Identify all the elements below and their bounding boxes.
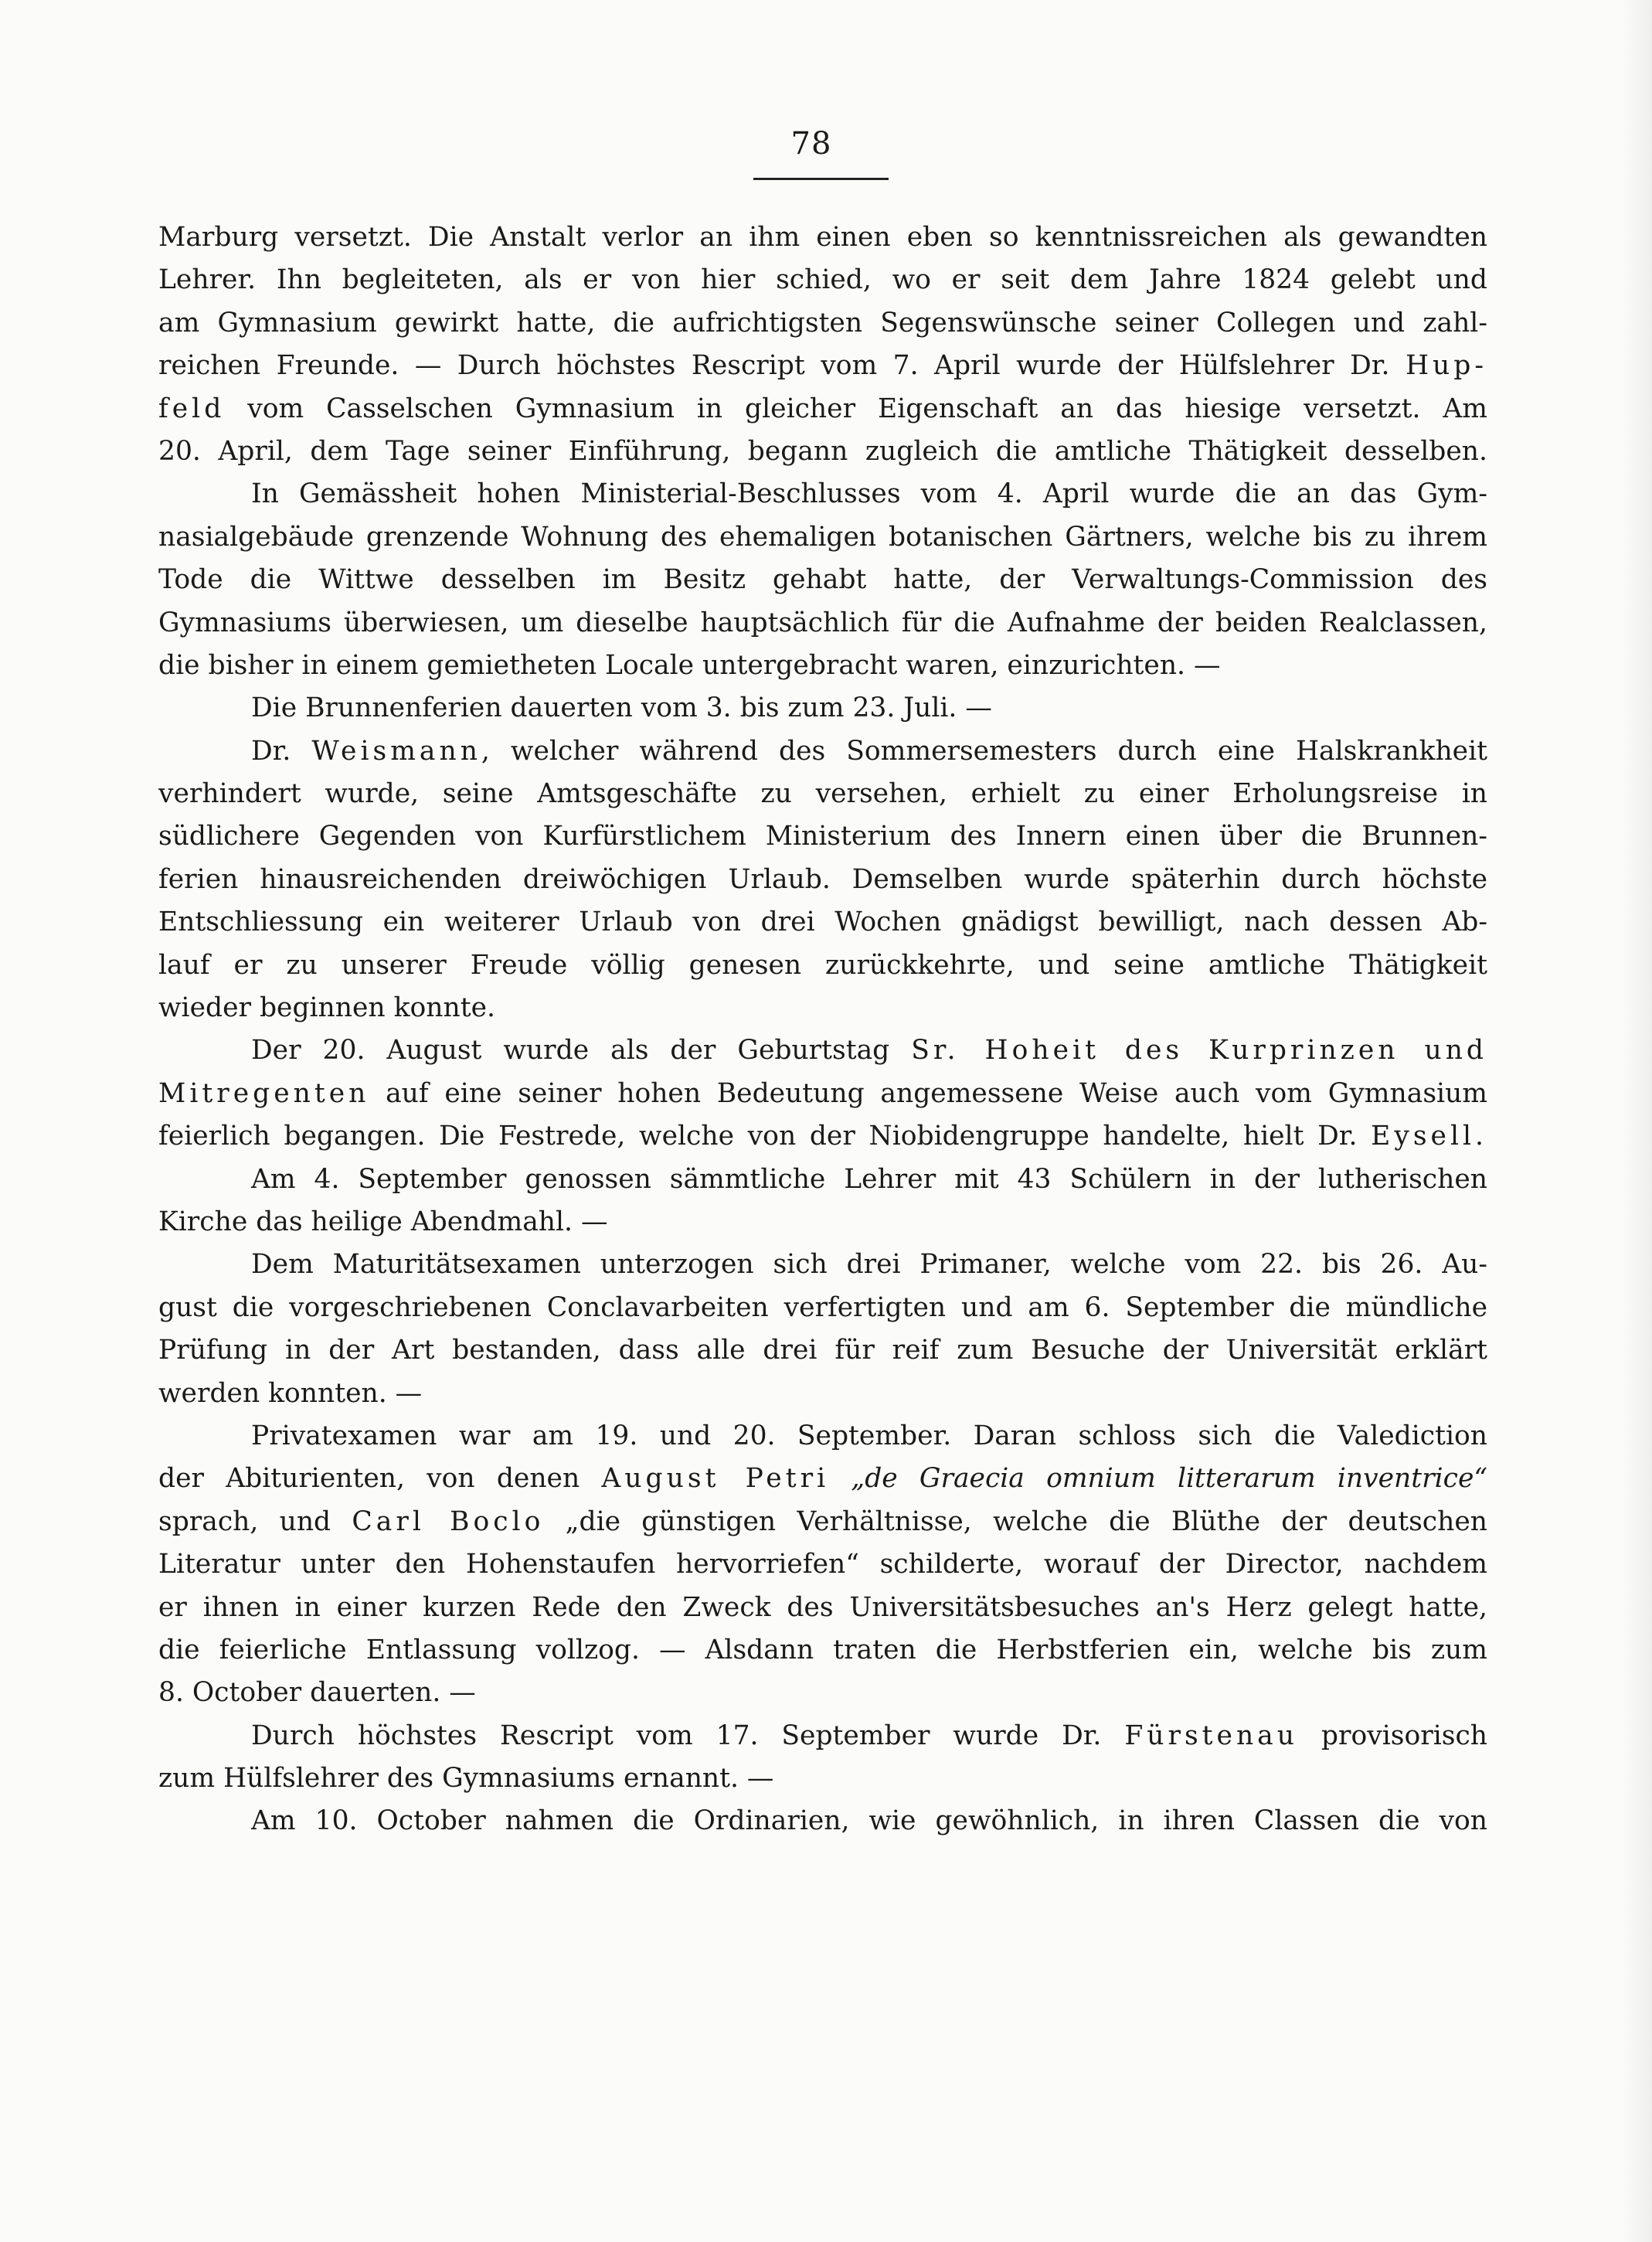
person-name-weismann: Weismann: [311, 735, 481, 767]
text-line: Am 10. October nahmen die Ordinarien, wie gewöhnlich, in ihren Classen die von: [251, 1805, 1487, 1837]
text-line: In Gemässheit hohen Ministerial-Beschlusses vom 4. April wurde die an das Gym-: [251, 478, 1487, 510]
text-line: 20. April, dem Tage seiner Einführung, begann zugleich die amtliche Thätigkeit desselben.: [158, 435, 1487, 467]
text-line: die feierliche Entlassung vollzog. — Alsdann traten die Herbstferien ein, welche bis zum: [158, 1634, 1487, 1665]
text-line: feld vom Casselschen Gymnasium in gleicher Eigenschaft an das hiesige versetzt. Am: [158, 393, 1487, 424]
text-line: gust die vorgeschriebenen Conclavarbeiten verfertigten und am 6. September die mündliche: [158, 1291, 1487, 1323]
text-line: Dr. Weismann, welcher während des Sommersemesters durch eine Halskrankheit: [251, 735, 1487, 767]
text-line: Die Brunnenferien dauerten vom 3. bis zum 23. Juli. —: [251, 692, 992, 724]
text-line: die bisher in einem gemietheten Locale untergebracht waren, einzurichten. —: [158, 649, 1221, 681]
text-line: reichen Freunde. — Durch höchstes Rescript vom 7. April wurde der Hülfslehrer Dr. Hup-: [158, 350, 1487, 382]
text-line: werden konnten. —: [158, 1377, 423, 1409]
text-line: Durch höchstes Rescript vom 17. September wurde Dr. Fürstenau provisorisch: [251, 1720, 1487, 1751]
person-name-eysell: Eysell.: [1371, 1121, 1487, 1152]
title-mitregenten: Mitregenten: [158, 1077, 370, 1109]
text-line: lauf er zu unserer Freude völlig genesen zurückkehrte, und seine amtliche Thätigkeit: [158, 949, 1487, 981]
text-line: Kirche das heilige Abendmahl. —: [158, 1206, 608, 1237]
text-line: nasialgebäude grenzende Wohnung des ehemaligen botanischen Gärtners, welche bis zu ihrem: [158, 521, 1487, 553]
person-name-hupfeld-cont: feld: [158, 393, 226, 424]
text-line: Lehrer. Ihn begleiteten, als er von hier schied, wo er seit dem Jahre 1824 gelebt und: [158, 264, 1487, 296]
person-name-fuerstenau: Fürstenau: [1124, 1720, 1298, 1751]
text-line: Gymnasiums überwiesen, um dieselbe hauptsächlich für die Aufnahme der beiden Realclassen,: [158, 607, 1487, 638]
text-line: zum Hülfslehrer des Gymnasiums ernannt. —: [158, 1763, 774, 1795]
text-line: Der 20. August wurde als der Geburtstag Sr. Hoheit des Kurprinzen und: [251, 1035, 1487, 1067]
text-line: Tode die Wittwe desselben im Besitz gehabt hatte, der Verwaltungs-Commission des: [158, 564, 1487, 596]
text-line: am Gymnasium gewirkt hatte, die aufrichtigsten Segenswünsche seiner Collegen und zahl-: [158, 307, 1487, 339]
text-line: Privatexamen war am 19. und 20. September. Daran schloss sich die Valediction: [251, 1420, 1487, 1451]
text-line: Dem Maturitätsexamen unterzogen sich drei Primaner, welche vom 22. bis 26. Au-: [251, 1249, 1487, 1281]
person-name-boclo: Carl Boclo: [352, 1505, 545, 1537]
text-line: südlichere Gegenden von Kurfürstlichem Ministerium des Innern einen über die Brunnen-: [158, 821, 1487, 852]
text-line: Prüfung in der Art bestanden, dass alle drei für reif zum Besuche der Universität erklärt: [158, 1335, 1487, 1366]
text-line: ferien hinausreichenden dreiwöchigen Urlaub. Demselben wurde späterhin durch höchste: [158, 863, 1487, 895]
text-line: Mitregenten auf eine seiner hohen Bedeutung angemessene Weise auch vom Gymnasium: [158, 1077, 1487, 1109]
body-text: [158, 216, 1487, 1843]
text-line: Marburg versetzt. Die Anstalt verlor an ihm einen eben so kenntnissreichen als gewandten: [158, 222, 1487, 253]
person-name-petri: August Petri: [601, 1463, 830, 1495]
text-line: Literatur unter den Hohenstaufen hervorriefen“ schilderte, worauf der Director, nachdem: [158, 1549, 1487, 1580]
page-edge-shadow: [1621, 0, 1652, 2242]
text-line: wieder beginnen konnte.: [158, 992, 495, 1024]
text-line: verhindert wurde, seine Amtsgeschäfte zu versehen, erhielt zu einer Erholungsreise in: [158, 778, 1487, 810]
page-number-rule: [753, 178, 889, 180]
text-line: sprach, und Carl Boclo „die günstigen Verhältnisse, welche die Blüthe der deutschen: [158, 1505, 1487, 1537]
text-line: 8. October dauerten. —: [158, 1677, 476, 1709]
person-name-hupfeld: Hup-: [1405, 350, 1487, 382]
text-line: der Abiturienten, von denen August Petri „de Graecia omnium litterarum inventrice“: [158, 1463, 1487, 1495]
text-line: er ihnen in einer kurzen Rede den Zweck des Universitätsbesuches an's Herz gelegt hatte,: [158, 1591, 1487, 1623]
text-line: feierlich begangen. Die Festrede, welche von der Niobidengruppe handelte, hielt Dr. Eysell.: [158, 1121, 1487, 1152]
text-line: Entschliessung ein weiterer Urlaub von drei Wochen gnädigst bewilligt, nach dessen Ab-: [158, 907, 1487, 938]
petri-speech-title: „de Graecia omnium litterarum inventrice“: [851, 1463, 1487, 1495]
page-number: 78: [790, 126, 832, 162]
text-line: Am 4. September genossen sämmtliche Lehrer mit 43 Schülern in der lutherischen: [251, 1163, 1487, 1195]
title-hoheit: Sr. Hoheit des Kurprinzen und: [911, 1035, 1487, 1067]
